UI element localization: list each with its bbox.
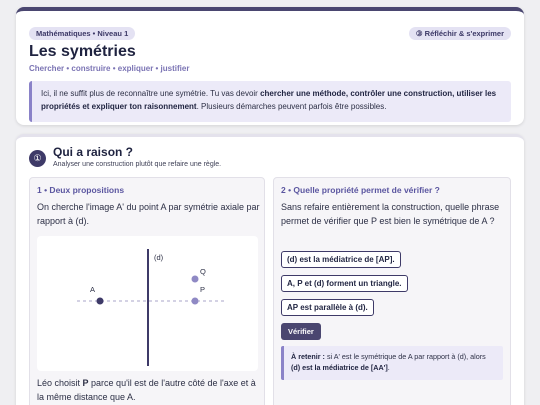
reflect-badge: ③ Réfléchir & s'exprimer [409, 27, 511, 40]
retain-bold: (d) est la médiatrice de [AA'] [291, 363, 388, 372]
intro-bold-text: chercher une méthode, contrôler une construction, utiliser les propriétés et expliquer ton raisonnement [41, 89, 497, 111]
page-title: Les symétries [29, 43, 136, 60]
point-a-label: A [90, 285, 96, 294]
propositions-heading: 1 • Deux propositions [37, 185, 125, 195]
point-q-label: Q [200, 267, 206, 276]
retain-end: . [387, 363, 390, 372]
leo-text: Léo choisit [37, 378, 83, 388]
retain-text: si A' est le symétrique de A par rapport à (d), alors [324, 352, 486, 361]
intro-card [16, 7, 524, 125]
verify-button[interactable]: Vérifier [281, 323, 321, 340]
leo-text-end: parce qu'il est de l'autre côté de l'axe et à la même distance que A. [37, 378, 256, 402]
point-p-label: P [200, 285, 206, 294]
point-p [192, 298, 199, 305]
section-number-badge: ① [29, 150, 46, 167]
point-a [97, 298, 104, 305]
property-panel [273, 177, 511, 405]
level-badge: Mathématiques • Niveau 1 [29, 27, 135, 40]
symmetry-figure [37, 236, 258, 371]
intro-text: Ici, il ne suffit plus de reconnaître une symétrie. Tu vas devoir [41, 89, 261, 98]
option-parallele-button[interactable]: AP est parallèle à (d). [281, 299, 374, 316]
retain-label: À retenir : [291, 352, 325, 361]
intro-text-end: . Plusieurs démarches peuvent parfois être possibles. [196, 102, 387, 111]
axis-d-label: (d) [154, 253, 164, 262]
section-subtitle: Analyser une construction plutôt que refaire une règle. [53, 161, 222, 168]
property-heading: 2 • Quelle propriété permet de vérifier ? [281, 185, 440, 195]
retain-callout [281, 346, 503, 380]
exercise-card [16, 134, 524, 405]
intro-callout [29, 81, 511, 122]
page-subtitle: Chercher • construire • expliquer • justifier [29, 64, 190, 73]
property-question: Sans refaire entièrement la construction, quelle phrase permet de vérifier que P est bien le symétrique de A ? [281, 202, 500, 226]
option-triangle-button[interactable]: A, P et (d) forment un triangle. [281, 275, 408, 292]
propositions-panel [29, 177, 265, 405]
leo-statement [37, 376, 261, 404]
option-mediatrice-button[interactable]: (d) est la médiatrice de [AP]. [281, 251, 401, 268]
propositions-text: On cherche l'image A' du point A par symétrie axiale par rapport à (d). [37, 202, 260, 226]
point-q [192, 276, 199, 283]
symmetry-figure-svg [37, 236, 258, 371]
section-title: Qui a raison ? [53, 145, 134, 159]
leo-point: P [82, 378, 89, 388]
